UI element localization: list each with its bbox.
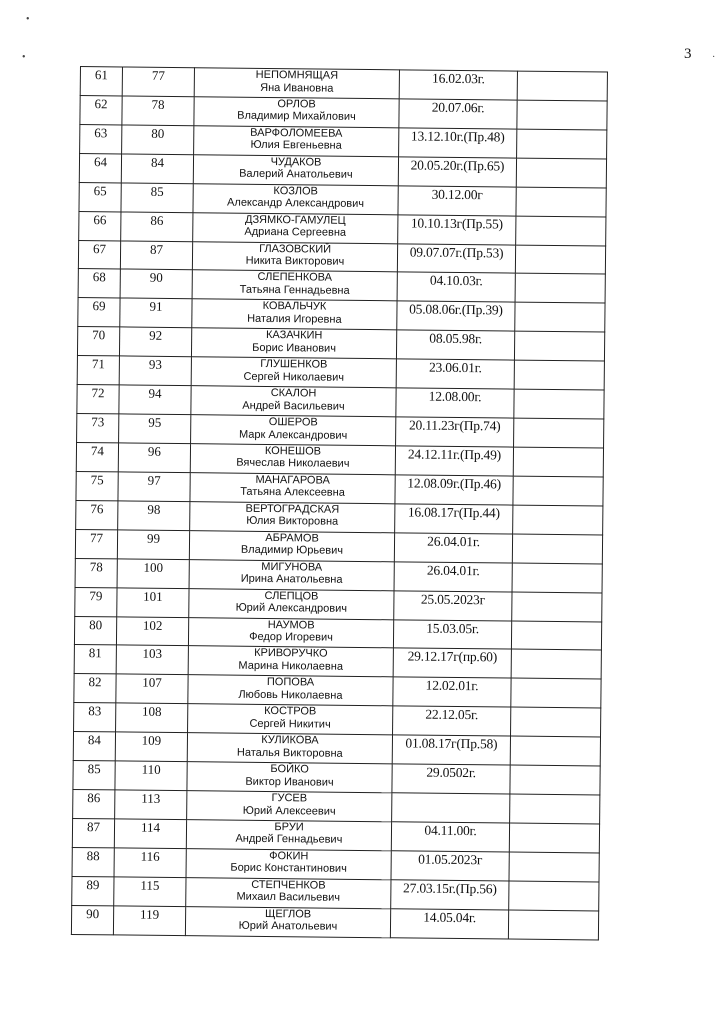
empty-cell [514, 389, 604, 419]
surname: ПОПОВА [266, 676, 315, 689]
person-name-cell [186, 849, 391, 880]
registry-number: 114 [114, 819, 186, 849]
given-names: Юлия Евгеньевна [250, 139, 342, 153]
surname: ЧУДАКОВ [270, 155, 322, 169]
empty-cell [510, 736, 600, 766]
surname: СТЕПЧЕНКОВ [251, 878, 326, 892]
surname: ВЕРТОГРАДСКАЯ [245, 502, 340, 516]
given-names: Сергей Никитич [249, 717, 331, 731]
registry-number: 90 [120, 269, 192, 299]
empty-cell [515, 302, 605, 332]
row-number: 62 [80, 95, 122, 124]
row-number: 85 [73, 761, 115, 790]
empty-cell [517, 129, 607, 159]
person-name-cell [190, 444, 395, 475]
empty-cell [517, 71, 607, 101]
row-number: 74 [76, 442, 118, 471]
date-cell [392, 793, 510, 823]
registry-number: 99 [117, 530, 189, 560]
given-names: Андрей Геннадьевич [235, 833, 343, 847]
surname: АБРАМОВ [265, 531, 319, 545]
surname: ГУСЕВ [271, 792, 308, 805]
person-name-cell [189, 530, 394, 561]
registry-number: 115 [114, 877, 186, 907]
person-name-cell [190, 502, 395, 533]
given-names: Татьяна Геннадьевна [239, 283, 350, 297]
person-name-cell [187, 791, 392, 822]
given-names: Сергей Николаевич [243, 370, 345, 384]
date-cell: 04.11.00г. [391, 822, 509, 852]
date-cell: 16.02.03г. [399, 70, 517, 100]
empty-cell [513, 505, 603, 535]
row-number: 79 [75, 587, 117, 616]
registry-number: 119 [113, 906, 185, 936]
person-name-cell [188, 617, 393, 648]
date-cell: 12.08.00г. [396, 388, 514, 418]
row-number: 73 [77, 414, 119, 443]
registry-number: 116 [114, 848, 186, 878]
registry-number: 113 [115, 790, 187, 820]
surname: ФОКИН [269, 849, 309, 863]
empty-cell [516, 216, 606, 246]
person-name-cell [192, 270, 397, 301]
date-cell: 20.05.20г.(Пр.65) [398, 157, 516, 187]
given-names: Владимир Юрьевич [240, 543, 344, 558]
given-names: Владимир Михайлович [237, 110, 356, 124]
person-name-cell [191, 415, 396, 446]
surname: КАЗАЧКИН [265, 329, 323, 342]
row-number: 86 [73, 790, 115, 819]
row-number: 90 [71, 905, 113, 934]
date-cell: 08.05.98г. [396, 330, 514, 360]
given-names: Андрей Васильевич [242, 399, 345, 413]
empty-cell [516, 158, 606, 188]
date-cell: 05.08.06г.(Пр.39) [397, 301, 515, 331]
person-name-cell [189, 588, 394, 619]
registry-number: 78 [122, 96, 194, 126]
row-number: 89 [72, 876, 114, 905]
surname: СКАЛОН [270, 387, 317, 400]
empty-cell [509, 881, 599, 911]
surname: НЕПОМНЯЩАЯ [255, 68, 339, 82]
given-names: Валерий Анатольевич [239, 167, 353, 182]
empty-cell [510, 794, 600, 824]
row-number: 81 [74, 645, 116, 674]
surname: БОЙКО [270, 763, 309, 776]
date-cell: 27.03.15г.(Пр.56) [391, 880, 509, 910]
given-names: Юрий Анатольевич [238, 919, 338, 933]
registry-number: 85 [121, 183, 193, 213]
empty-cell [516, 187, 606, 217]
surname: КОНЕШОВ [264, 444, 322, 458]
given-names: Наталья Викторовна [236, 746, 343, 760]
date-cell: 10.10.13г(Пр.55) [398, 214, 516, 244]
surname: НАУМОВ [267, 618, 315, 632]
person-name-cell [193, 154, 398, 185]
page-number: 3 [684, 46, 692, 62]
empty-cell [514, 331, 604, 361]
roster-body [71, 67, 607, 940]
surname: ОРЛОВ [277, 97, 316, 111]
row-number: 70 [77, 327, 119, 356]
row-number: 82 [74, 674, 116, 703]
empty-cell [512, 534, 602, 564]
given-names: Борис Константинович [230, 862, 347, 876]
empty-cell [517, 100, 607, 130]
scan-speck: • [22, 52, 26, 63]
date-cell: 25.05.2023г [394, 590, 512, 620]
table-row [71, 905, 598, 939]
surname: ЩЕГЛОВ [265, 907, 312, 921]
surname: КОСТРОВ [264, 705, 317, 718]
person-name-cell [194, 126, 399, 157]
person-name-cell [193, 212, 398, 243]
date-cell: 12.02.01г. [393, 677, 511, 707]
empty-cell [512, 563, 602, 593]
registry-number: 86 [121, 212, 193, 242]
row-number: 87 [72, 818, 114, 847]
registry-number: 108 [116, 703, 188, 733]
scan-speck: • [26, 14, 30, 25]
person-name-cell [190, 473, 395, 504]
row-number: 65 [79, 182, 121, 211]
date-cell: 14.05.04г. [390, 909, 508, 939]
given-names: Виктор Иванович [245, 775, 334, 789]
registry-number: 103 [116, 645, 188, 675]
person-name-cell [189, 559, 394, 590]
person-name-cell [186, 877, 391, 908]
row-number: 76 [76, 500, 118, 529]
registry-number: 107 [116, 674, 188, 704]
empty-cell [511, 649, 601, 679]
given-names: Марк Александрович [238, 428, 348, 442]
date-cell: 13.12.10г.(Пр.48) [399, 128, 517, 158]
date-cell: 15.03.05г. [393, 619, 511, 649]
empty-cell [515, 274, 605, 304]
empty-cell [508, 910, 598, 940]
date-cell: 09.07.07г.(Пр.53) [397, 243, 515, 273]
given-names: Никита Викторович [245, 254, 345, 268]
empty-cell [513, 447, 603, 477]
empty-cell [515, 245, 605, 275]
registry-number: 97 [118, 472, 190, 502]
given-names: Юрий Алексеевич [242, 804, 336, 818]
person-name-cell [191, 357, 396, 388]
registry-number: 80 [122, 125, 194, 155]
date-cell: 20.11.23г(Пр.74) [396, 417, 514, 447]
row-number: 68 [78, 269, 120, 298]
date-cell: 01.05.2023г [391, 851, 509, 881]
given-names: Вячеслав Николаевич [236, 457, 350, 471]
empty-cell [514, 418, 604, 448]
empty-cell [513, 476, 603, 506]
row-number: 69 [78, 298, 120, 327]
date-cell: 26.04.01г. [394, 561, 512, 591]
registry-number: 98 [118, 501, 190, 531]
given-names: Наталия Игоревна [247, 312, 342, 326]
person-name-cell [193, 183, 398, 214]
person-name-cell [185, 906, 390, 937]
given-names: Ирина Анатольевна [240, 572, 343, 586]
empty-cell [511, 621, 601, 651]
registry-number: 109 [115, 732, 187, 762]
given-names: Адриана Сергеевна [244, 225, 347, 239]
empty-cell [509, 852, 599, 882]
given-names: Борис Иванович [252, 341, 337, 355]
registry-number: 84 [121, 154, 193, 184]
row-number: 78 [75, 558, 117, 587]
row-number: 72 [77, 385, 119, 414]
empty-cell [512, 592, 602, 622]
row-number: 80 [74, 616, 116, 645]
registry-number: 101 [117, 588, 189, 618]
person-name-cell [186, 820, 391, 851]
registry-number: 91 [120, 298, 192, 328]
surname: КРИВОРУЧКО [254, 647, 328, 661]
surname: СЛЕПЕНКОВА [257, 271, 333, 285]
date-cell: 20.07.06г. [399, 99, 517, 129]
surname: ГЛУШЕНКОВ [260, 358, 328, 371]
person-name-cell [194, 97, 399, 128]
surname: МАНАГАРОВА [255, 473, 330, 487]
empty-cell [511, 678, 601, 708]
row-number: 83 [74, 703, 116, 732]
registry-number: 96 [118, 443, 190, 473]
surname: КОЗЛОВ [273, 184, 318, 198]
surname: ДЗЯМКО-ГАМУЛЕЦ [245, 213, 346, 227]
row-number: 84 [73, 732, 115, 761]
surname: ВАРФОЛОМЕЕВА [250, 126, 343, 140]
date-cell: 16.08.17г(Пр.44) [395, 504, 513, 534]
date-cell: 29.0502г. [392, 764, 510, 794]
date-cell: 22.12.05г. [393, 706, 511, 736]
person-name-cell [188, 704, 393, 735]
surname: ОШЕРОВ [268, 416, 318, 429]
row-number: 66 [79, 211, 121, 240]
date-cell: 04.10.03г. [397, 272, 515, 302]
row-number: 77 [75, 529, 117, 558]
given-names: Татьяна Алексеевна [240, 486, 345, 500]
person-name-cell [187, 733, 392, 764]
date-cell: 29.12.17г(пр.60) [393, 648, 511, 678]
given-names: Александр Александрович [227, 196, 365, 211]
row-number: 88 [72, 847, 114, 876]
registry-number: 93 [119, 356, 191, 386]
row-number: 64 [79, 153, 121, 182]
registry-number: 100 [117, 559, 189, 589]
given-names: Яна Ивановна [260, 81, 334, 95]
person-name-cell [194, 68, 399, 99]
date-cell: 23.06.01г. [396, 359, 514, 389]
empty-cell [510, 765, 600, 795]
date-cell: 01.08.17г(Пр.58) [392, 735, 510, 765]
row-number: 71 [77, 356, 119, 385]
surname: ГЛАЗОВСКИЙ [259, 242, 332, 256]
given-names: Любовь Николаевна [238, 688, 343, 702]
given-names: Федор Игоревич [249, 630, 333, 644]
person-name-cell [192, 299, 397, 330]
person-name-cell [187, 762, 392, 793]
person-name-cell [192, 241, 397, 272]
surname: СЛЕПЦОВ [264, 589, 319, 603]
person-name-cell [188, 675, 393, 706]
registry-number: 94 [119, 385, 191, 415]
date-cell: 30.12.00г [398, 186, 516, 216]
empty-cell [511, 707, 601, 737]
person-name-cell [188, 646, 393, 677]
empty-cell [509, 823, 599, 853]
empty-cell [514, 360, 604, 390]
person-name-cell [191, 328, 396, 359]
given-names: Михаил Васильевич [236, 890, 341, 905]
row-number: 75 [76, 471, 118, 500]
given-names: Юрий Александрович [235, 601, 348, 615]
date-cell: 26.04.01г. [394, 533, 512, 563]
given-names: Юлия Викторовна [246, 515, 339, 529]
registry-number: 102 [116, 616, 188, 646]
date-cell: 24.12.11г.(Пр.49) [395, 446, 513, 476]
registry-number: 95 [119, 414, 191, 444]
date-cell: 12.08.09г.(Пр.46) [395, 475, 513, 505]
person-name-cell [191, 386, 396, 417]
surname: КОВАЛЬЧУК [262, 300, 327, 313]
row-number: 67 [78, 240, 120, 269]
row-number: 63 [80, 124, 122, 153]
roster-table [71, 66, 608, 940]
registry-number: 110 [115, 761, 187, 791]
registry-number: 87 [120, 240, 192, 270]
registry-number: 77 [122, 67, 194, 97]
surname: БРУИ [274, 821, 304, 834]
row-number: 61 [80, 67, 122, 96]
scan-speck: · [712, 52, 716, 63]
registry-number: 92 [119, 327, 191, 357]
surname: КУЛИКОВА [261, 734, 319, 747]
given-names: Марина Николаевна [238, 659, 344, 673]
surname: МИГУНОВА [261, 560, 323, 574]
